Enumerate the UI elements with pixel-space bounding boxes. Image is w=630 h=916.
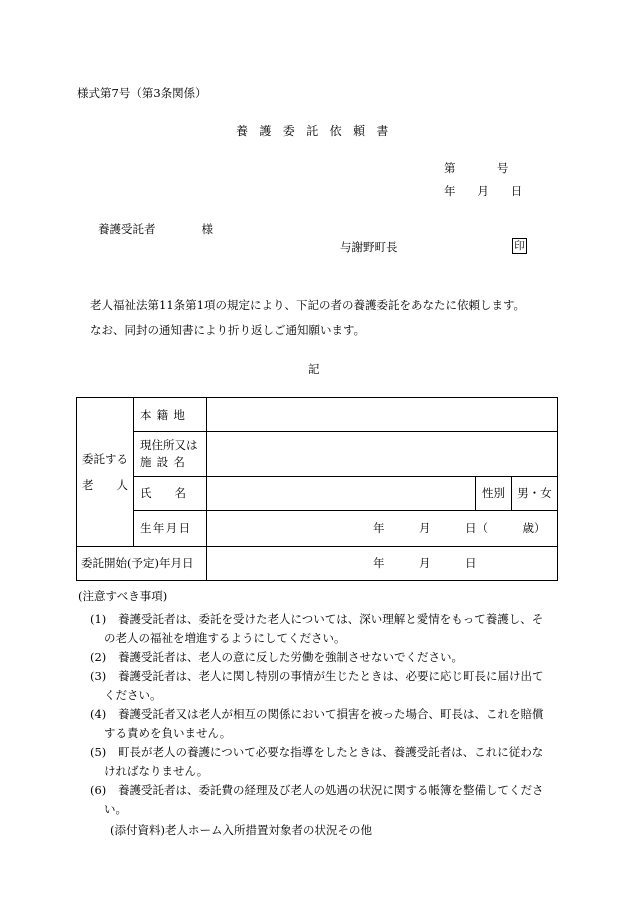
notes-heading: (注意すべき事項) <box>78 589 168 603</box>
note-number: (3) <box>90 669 107 683</box>
document-title: 養護委託依頼書 <box>236 124 400 138</box>
address-label-2: 施設名 <box>140 455 191 470</box>
group-label-cell <box>77 398 134 547</box>
note-text: 養護受託者は、老人の意に反した労働を強制させないでください。 <box>118 650 463 664</box>
birth-value: 年 月 日（ 歳） <box>207 510 558 546</box>
commission-table <box>76 397 558 581</box>
sex-value: 男・女 <box>512 477 558 510</box>
honseki-value <box>207 398 558 432</box>
note-number: (5) <box>90 745 107 759</box>
name-value <box>207 477 476 510</box>
note-item-5 <box>84 743 560 781</box>
note-item-3 <box>84 667 560 705</box>
attachment-note: (添付資料)老人ホーム入所措置対象者の状況その他 <box>110 823 372 837</box>
honseki-label: 本籍地 <box>134 398 207 432</box>
ki-label: 記 <box>308 362 320 376</box>
note-text: 養護受託者は、老人に関し特別の事情が生じたときは、必要に応じ町長に届け出て <box>118 669 544 683</box>
body-line-2: なお、同封の通知書により折り返しご通知願います。 <box>90 323 366 337</box>
seal-text: 印 <box>512 238 527 254</box>
document-number: 第 号 <box>444 161 511 175</box>
addressee: 養護受託者 様 <box>98 222 213 236</box>
address-label-cell <box>134 432 207 477</box>
date-line: 年 月 日 <box>444 184 528 198</box>
note-text: 養護受託者は、委託を受けた老人については、深い理解と愛情をもって養護し、そ <box>118 612 544 626</box>
note-text: 養護受託者又は老人が相互の関係において損害を被った場合、町長は、これを賠償 <box>118 707 544 721</box>
note-number: (6) <box>90 783 107 797</box>
address-label-1: 現住所又は <box>140 438 198 453</box>
sex-label: 性別 <box>476 477 512 510</box>
body-line-1: 老人福祉法第11条第1項の規定により、下記の者の養護委託をあなたに依頼します。 <box>90 298 526 312</box>
note-item-1 <box>84 610 560 648</box>
note-item-6 <box>84 781 560 819</box>
note-number: (4) <box>90 707 107 721</box>
note-item-2 <box>84 648 560 667</box>
note-number: (1) <box>90 612 107 626</box>
name-label: 氏 名 <box>134 477 207 510</box>
note-item-4 <box>84 705 560 743</box>
form-number: 様式第7号（第3条関係） <box>77 86 207 100</box>
group-label-2: 老 人 <box>82 477 128 492</box>
birth-label: 生年月日 <box>134 510 207 546</box>
address-value <box>207 432 558 477</box>
note-number: (2) <box>90 650 107 664</box>
note-text-cont: ください。 <box>104 688 162 702</box>
note-text-cont: い。 <box>104 802 127 816</box>
issuer: 与謝野町長 <box>340 240 398 254</box>
note-text: 養護受託者は、委託費の経理及び老人の処遇の状況に関する帳簿を整備してくださ <box>118 783 544 797</box>
group-label-1: 委託する <box>82 451 128 466</box>
note-text: 町長が老人の養護について必要な指導をしたときは、養護受託者は、これに従わな <box>118 745 544 759</box>
note-text-cont: の老人の福祉を増進するようにしてください。 <box>104 631 346 645</box>
start-label: 委託開始(予定)年月日 <box>77 546 207 580</box>
seal-mark <box>512 238 527 254</box>
start-value: 年 月 日 <box>207 546 558 580</box>
note-text-cont: ければなりません。 <box>104 764 209 778</box>
note-text-cont: する責めを負いません。 <box>104 726 232 740</box>
